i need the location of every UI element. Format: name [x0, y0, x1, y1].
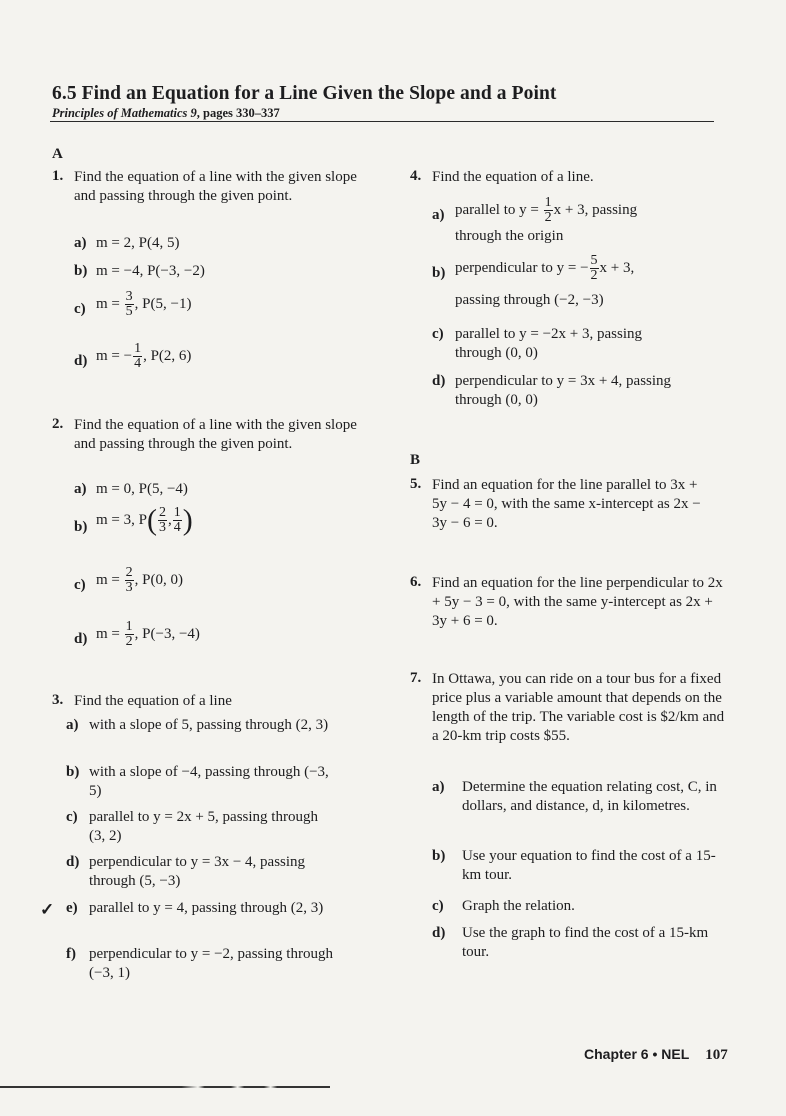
- question-number: 2.: [52, 416, 64, 432]
- question-prompt: Find the equation of a line with the given slope and passing through the given point.: [74, 169, 357, 204]
- fraction: $\frac{1}{4}$: [134, 341, 142, 371]
- q4-part-b: b) perpendicular to y = − $\frac{5}{2}$ x + 3, passing through (−2, −3): [432, 253, 635, 308]
- q3-part-b: b) with a slope of −4, passing through (−3, 5): [66, 764, 329, 799]
- q3-part-a: a) with a slope of 5, passing through (2, 3): [66, 717, 329, 733]
- question-5: [410, 476, 730, 533]
- title-rule: [50, 121, 714, 122]
- q3-part-e: e) parallel to y = 4, passing through (2, 3): [66, 900, 324, 916]
- q4-part-c: c) parallel to y = −2x + 3, passing through (0, 0): [432, 326, 643, 361]
- source-pages: , pages 330–337: [196, 106, 280, 120]
- fraction: $\frac{1}{2}$: [544, 195, 552, 225]
- question-prompt: Find the equation of a line: [74, 693, 232, 709]
- question-prompt: Find the equation of a line.: [432, 169, 594, 185]
- question-number: 5.: [410, 476, 422, 492]
- q3-part-f: f) perpendicular to y = −2, passing through (−3, 1): [66, 946, 333, 981]
- question-1: [52, 168, 362, 206]
- fraction: $\frac{2}{3}$: [125, 565, 133, 595]
- source-book: Principles of Mathematics 9: [52, 106, 197, 120]
- chapter-label: Chapter 6 • NEL: [584, 1046, 690, 1062]
- q1-part-a: a) m = 2, P(4, 5): [74, 235, 180, 251]
- q1-part-c: c) m = $\frac{3}{5}$ , P(5, −1): [74, 289, 192, 319]
- question-number: 4.: [410, 168, 422, 184]
- fraction: $\frac{5}{2}$: [590, 253, 598, 283]
- q3-part-d: d) perpendicular to y = 3x − 4, passing through (5, −3): [66, 854, 306, 889]
- question-prompt: Find the equation of a line with the given slope and passing through the given point.: [74, 417, 357, 452]
- question-number: 3.: [52, 692, 64, 708]
- question-7: [410, 670, 740, 746]
- page-footer: [584, 1046, 728, 1064]
- check-mark: ✓: [40, 900, 55, 919]
- question-6: [410, 574, 740, 631]
- q7-part-a: a) Determine the equation relating cost, C, in dollars, and distance, d, in kilometres.: [432, 779, 717, 814]
- q2-part-a: a) m = 0, P(5, −4): [74, 481, 188, 497]
- question-text: Find an equation for the line perpendicular to 2x + 5y − 3 = 0, with the same y-intercept as 2x + 3y + 6 = 0.: [432, 575, 723, 629]
- q7-part-b: b) Use your equation to find the cost of a 15-km tour.: [432, 848, 716, 883]
- question-3: [52, 692, 362, 711]
- fraction: $\frac{1}{4}$: [173, 505, 181, 535]
- q4-part-d: d) perpendicular to y = 3x + 4, passing through (0, 0): [432, 373, 672, 408]
- q2-part-b: b) m = 3, P( $\frac{2}{3}$ , $\frac{1}{4}$ ): [74, 503, 193, 537]
- q1-part-b: b) m = −4, P(−3, −2): [74, 263, 205, 279]
- question-number: 1.: [52, 168, 64, 184]
- fraction: $\frac{2}{3}$: [158, 505, 166, 535]
- page-edge-line: [0, 1086, 330, 1088]
- section-b-heading: B: [410, 452, 421, 468]
- q4-part-a: a) parallel to y = $\frac{1}{2}$ x + 3, passing through the origin: [432, 195, 638, 244]
- q2-part-c: c) m = $\frac{2}{3}$ , P(0, 0): [74, 565, 183, 595]
- section-a-heading: A: [52, 146, 63, 162]
- question-number: 7.: [410, 670, 422, 686]
- q7-part-c: c) Graph the relation.: [432, 898, 575, 914]
- q1-part-d: d) m = − $\frac{1}{4}$ , P(2, 6): [74, 341, 192, 371]
- source-reference: [52, 106, 280, 121]
- question-2: [52, 416, 362, 454]
- question-text: In Ottawa, you can ride on a tour bus for a fixed price plus a variable amount that depends on the length of the trip. The variable cost is $2/km and a 20-km trip costs $55.: [432, 671, 725, 744]
- q2-part-d: d) m = $\frac{1}{2}$ , P(−3, −4): [74, 619, 200, 649]
- page-title: 6.5 Find an Equation for a Line Given the Slope and a Point: [52, 83, 557, 104]
- question-number: 6.: [410, 574, 422, 590]
- question-text: Find an equation for the line parallel to 3x + 5y − 4 = 0, with the same x-intercept as 2x − 3y − 6 = 0.: [432, 477, 701, 531]
- q3-part-c: c) parallel to y = 2x + 5, passing through (3, 2): [66, 809, 318, 844]
- question-4: [410, 168, 730, 187]
- fraction: $\frac{3}{5}$: [125, 289, 133, 319]
- q7-part-d: d) Use the graph to find the cost of a 15-km tour.: [432, 925, 709, 960]
- fraction: $\frac{1}{2}$: [125, 619, 133, 649]
- page-number: 107: [705, 1047, 728, 1063]
